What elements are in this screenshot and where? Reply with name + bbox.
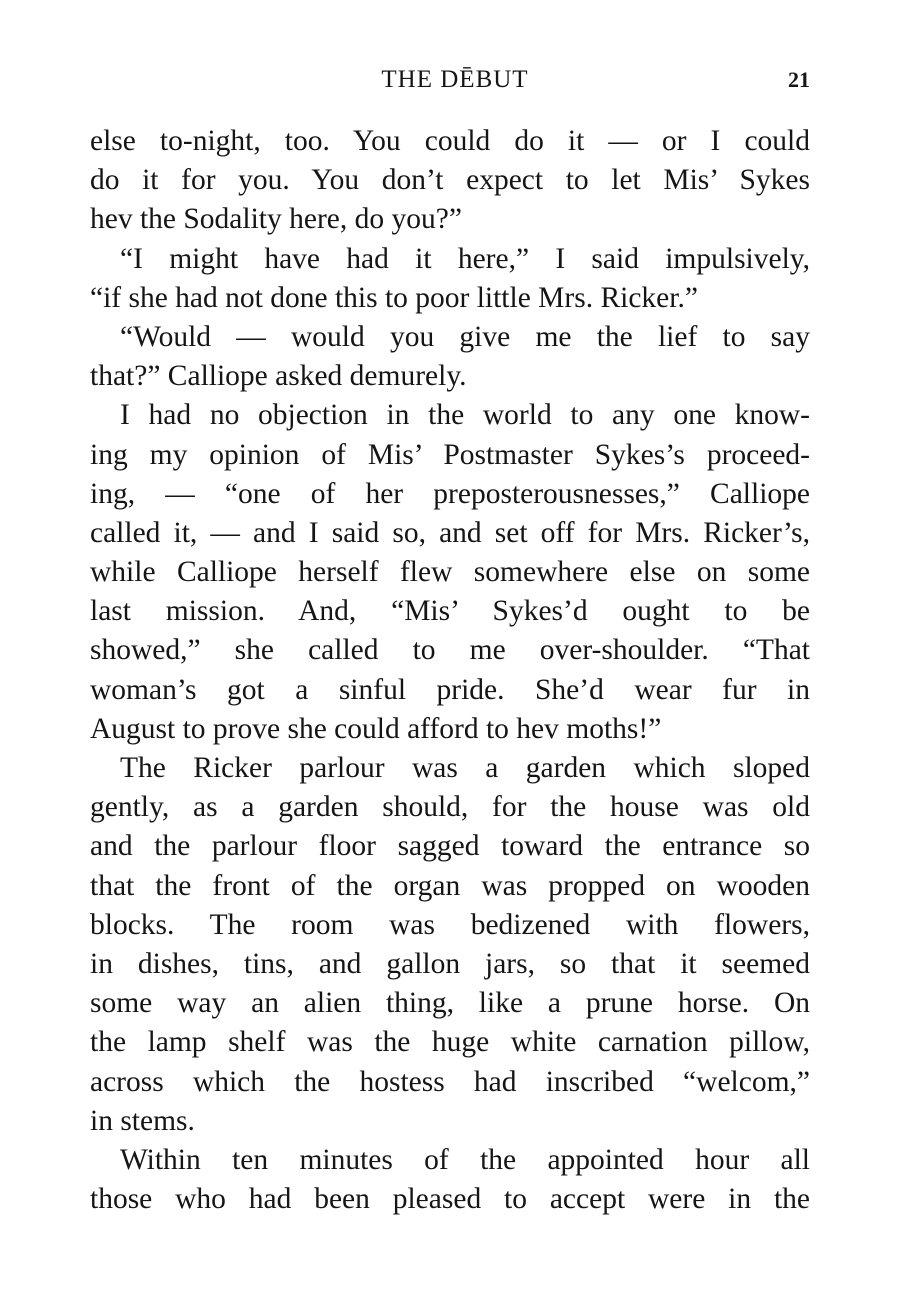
text-line: that?” Calliope asked demurely. [90, 360, 467, 393]
text-line: ing my opinion of Mis’ Postmaster Sykes’s proceed- [90, 438, 810, 471]
page-number: 21 [788, 67, 810, 92]
text-line: last mission. And, “Mis’ Sykes’d ought to be [90, 595, 810, 628]
text-line: woman’s got a sinful pride. She’d wear fur in [90, 673, 810, 706]
text-line: in dishes, tins, and gallon jars, so that it seemed [90, 947, 810, 980]
text-line: hev the Sodality here, do you?” [90, 203, 462, 236]
text-line: “Would — would you give me the lief to say [120, 320, 810, 353]
text-line: that the front of the organ was propped on wooden [90, 869, 810, 902]
text-line: called it, — and I said so, and set off for Mrs. Ricker’s, [90, 516, 810, 549]
text-line: do it for you. You don’t expect to let Mis’ Sykes [90, 164, 810, 197]
text-line: else to-night, too. You could do it — or I could [90, 125, 810, 157]
text-line: “if she had not done this to poor little Mrs. Ricker.” [90, 281, 698, 314]
running-title: THE DĒBUT [381, 66, 529, 93]
text-line: August to prove she could afford to hev moths!” [90, 712, 662, 745]
text-line: ing, — “one of her preposterousnesses,” Calliope [90, 477, 810, 510]
text-line: in stems. [90, 1104, 195, 1137]
body-text [90, 122, 810, 1219]
text-line: “I might have had it here,” I said impulsively, [120, 242, 810, 275]
text-line: gently, as a garden should, for the house was old [90, 791, 810, 824]
text-line: showed,” she called to me over-shoulder. “That [90, 634, 810, 667]
text-line: those who had been pleased to accept were in the [90, 1183, 810, 1216]
text-line: blocks. The room was bedizened with flowers, [90, 908, 810, 941]
text-line: across which the hostess had inscribed “welcom,” [90, 1065, 810, 1098]
text-line: while Calliope herself flew somewhere else on some [90, 556, 810, 589]
text-line: and the parlour floor sagged toward the entrance so [90, 830, 810, 863]
text-line: The Ricker parlour was a garden which sloped [120, 752, 810, 784]
text-line: Within ten minutes of the appointed hour all [120, 1143, 810, 1176]
running-head [90, 60, 810, 100]
text-line: the lamp shelf was the huge white carnation pillow, [90, 1026, 810, 1059]
text-line: some way an alien thing, like a prune horse. On [90, 987, 810, 1020]
text-line: I had no objection in the world to any one know- [120, 399, 810, 432]
